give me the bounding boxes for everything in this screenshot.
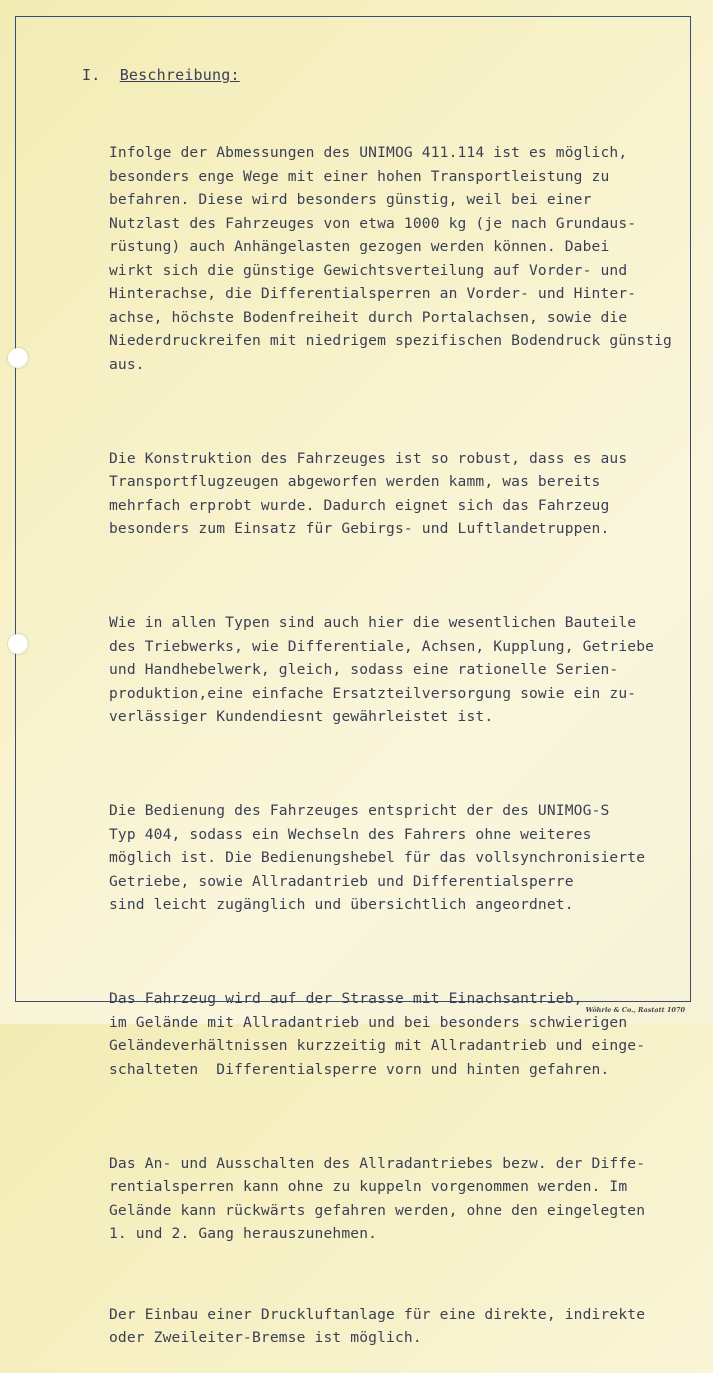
printer-imprint: Wöhrle & Co., Rastatt 1070: [585, 1006, 685, 1014]
text-line: produktion,eine einfache Ersatzteilversorgung sowie ein zu-: [109, 684, 637, 702]
text-line: Niederdruckreifen mit niedrigem spezifischen Bodendruck günstig: [109, 332, 672, 349]
paragraph-6: [109, 1152, 689, 1246]
text-line: Hinterachse, die Differentialsperren an Vorder- und Hinter-: [109, 285, 637, 302]
text-line: sind leicht zugänglich und übersichtlich angeordnet.: [109, 896, 574, 913]
text-line: Nutzlast des Fahrzeuges von etwa 1000 kg (je nach Grundaus-: [109, 214, 637, 232]
text-line: Infolge der Abmessungen des UNIMOG 411.114 ist es möglich,: [109, 144, 628, 161]
paragraph-2: [109, 447, 689, 541]
text-line: Der Einbau einer Druckluftanlage für eine direkte, indirekte: [109, 1305, 646, 1323]
punch-hole-bottom: [8, 634, 28, 654]
text-line: Das An- und Ausschalten des Allradantriebes bezw. der Diffe-: [109, 1154, 646, 1172]
text-line: Getriebe, sowie Allradantrieb und Differentialsperre: [109, 872, 574, 890]
text-line: achse, höchste Bodenfreiheit durch Portalachsen, sowie die: [109, 308, 628, 326]
text-line: im Gelände mit Allradantrieb und bei besonders schwierigen: [109, 1013, 628, 1031]
text-line: Das Fahrzeug wird auf der Strasse mit Einachsantrieb,: [109, 990, 583, 1007]
text-line: möglich ist. Die Bedienungshebel für das vollsynchronisierte: [109, 849, 646, 866]
text-line: befahren. Diese wird besonders günstig, weil bei einer: [109, 191, 592, 208]
text-line: 1. und 2. Gang herauszunehmen.: [109, 1225, 378, 1242]
text-line: oder Zweileiter-Bremse ist möglich.: [109, 1329, 422, 1346]
paragraph-5: [109, 987, 689, 1081]
text-line: aus.: [109, 355, 145, 373]
text-line: Typ 404, sodass ein Wechseln des Fahrers ohne weiteres: [109, 825, 592, 843]
paragraph-4: [109, 799, 689, 917]
text-line: verlässiger Kundendiesnt gewährleistet ist.: [109, 708, 494, 725]
text-line: und Handhebelwerk, gleich, sodass eine rationelle Serien-: [109, 661, 619, 678]
text-line: wirkt sich die günstige Gewichtsverteilung auf Vorder- und: [109, 261, 628, 279]
text-line: des Triebwerks, wie Differentiale, Achsen, Kupplung, Getriebe: [109, 637, 655, 655]
text-line: Geländeverhältnissen kurzzeitig mit Allradantrieb und einge-: [109, 1037, 646, 1054]
paragraph-3: [109, 611, 689, 729]
paragraph-7: [109, 1303, 689, 1350]
section-title: Beschreibung:: [119, 66, 240, 84]
text-line: Die Konstruktion des Fahrzeuges ist so robust, dass es aus: [109, 449, 628, 467]
text-line: rentialsperren kann ohne zu kuppeln vorgenommen werden. Im: [109, 1178, 628, 1195]
text-line: besonders enge Wege mit einer hohen Transportleistung zu: [109, 167, 610, 185]
text-line: mehrfach erprobt wurde. Dadurch eignet sich das Fahrzeug: [109, 496, 610, 514]
text-line: Gelände kann rückwärts gefahren werden, ohne den eingelegten: [109, 1201, 646, 1219]
text-line: besonders zum Einsatz für Gebirgs- und Luftlandetruppen.: [109, 520, 610, 537]
section-number: I.: [82, 66, 101, 84]
punch-hole-top: [8, 348, 28, 368]
text-line: Transportflugzeugen abgeworfen werden kamm, was bereits: [109, 473, 601, 490]
body-text: [109, 94, 689, 1373]
paragraph-1: [109, 141, 689, 376]
text-line: schalteten Differentialsperre vorn und hinten gefahren.: [109, 1060, 610, 1078]
section-heading: [82, 66, 240, 84]
text-line: Wie in allen Typen sind auch hier die wesentlichen Bauteile: [109, 614, 637, 631]
text-line: Die Bedienung des Fahrzeuges entspricht der des UNIMOG-S: [109, 802, 610, 819]
text-line: rüstung) auch Anhängelasten gezogen werden können. Dabei: [109, 238, 610, 255]
